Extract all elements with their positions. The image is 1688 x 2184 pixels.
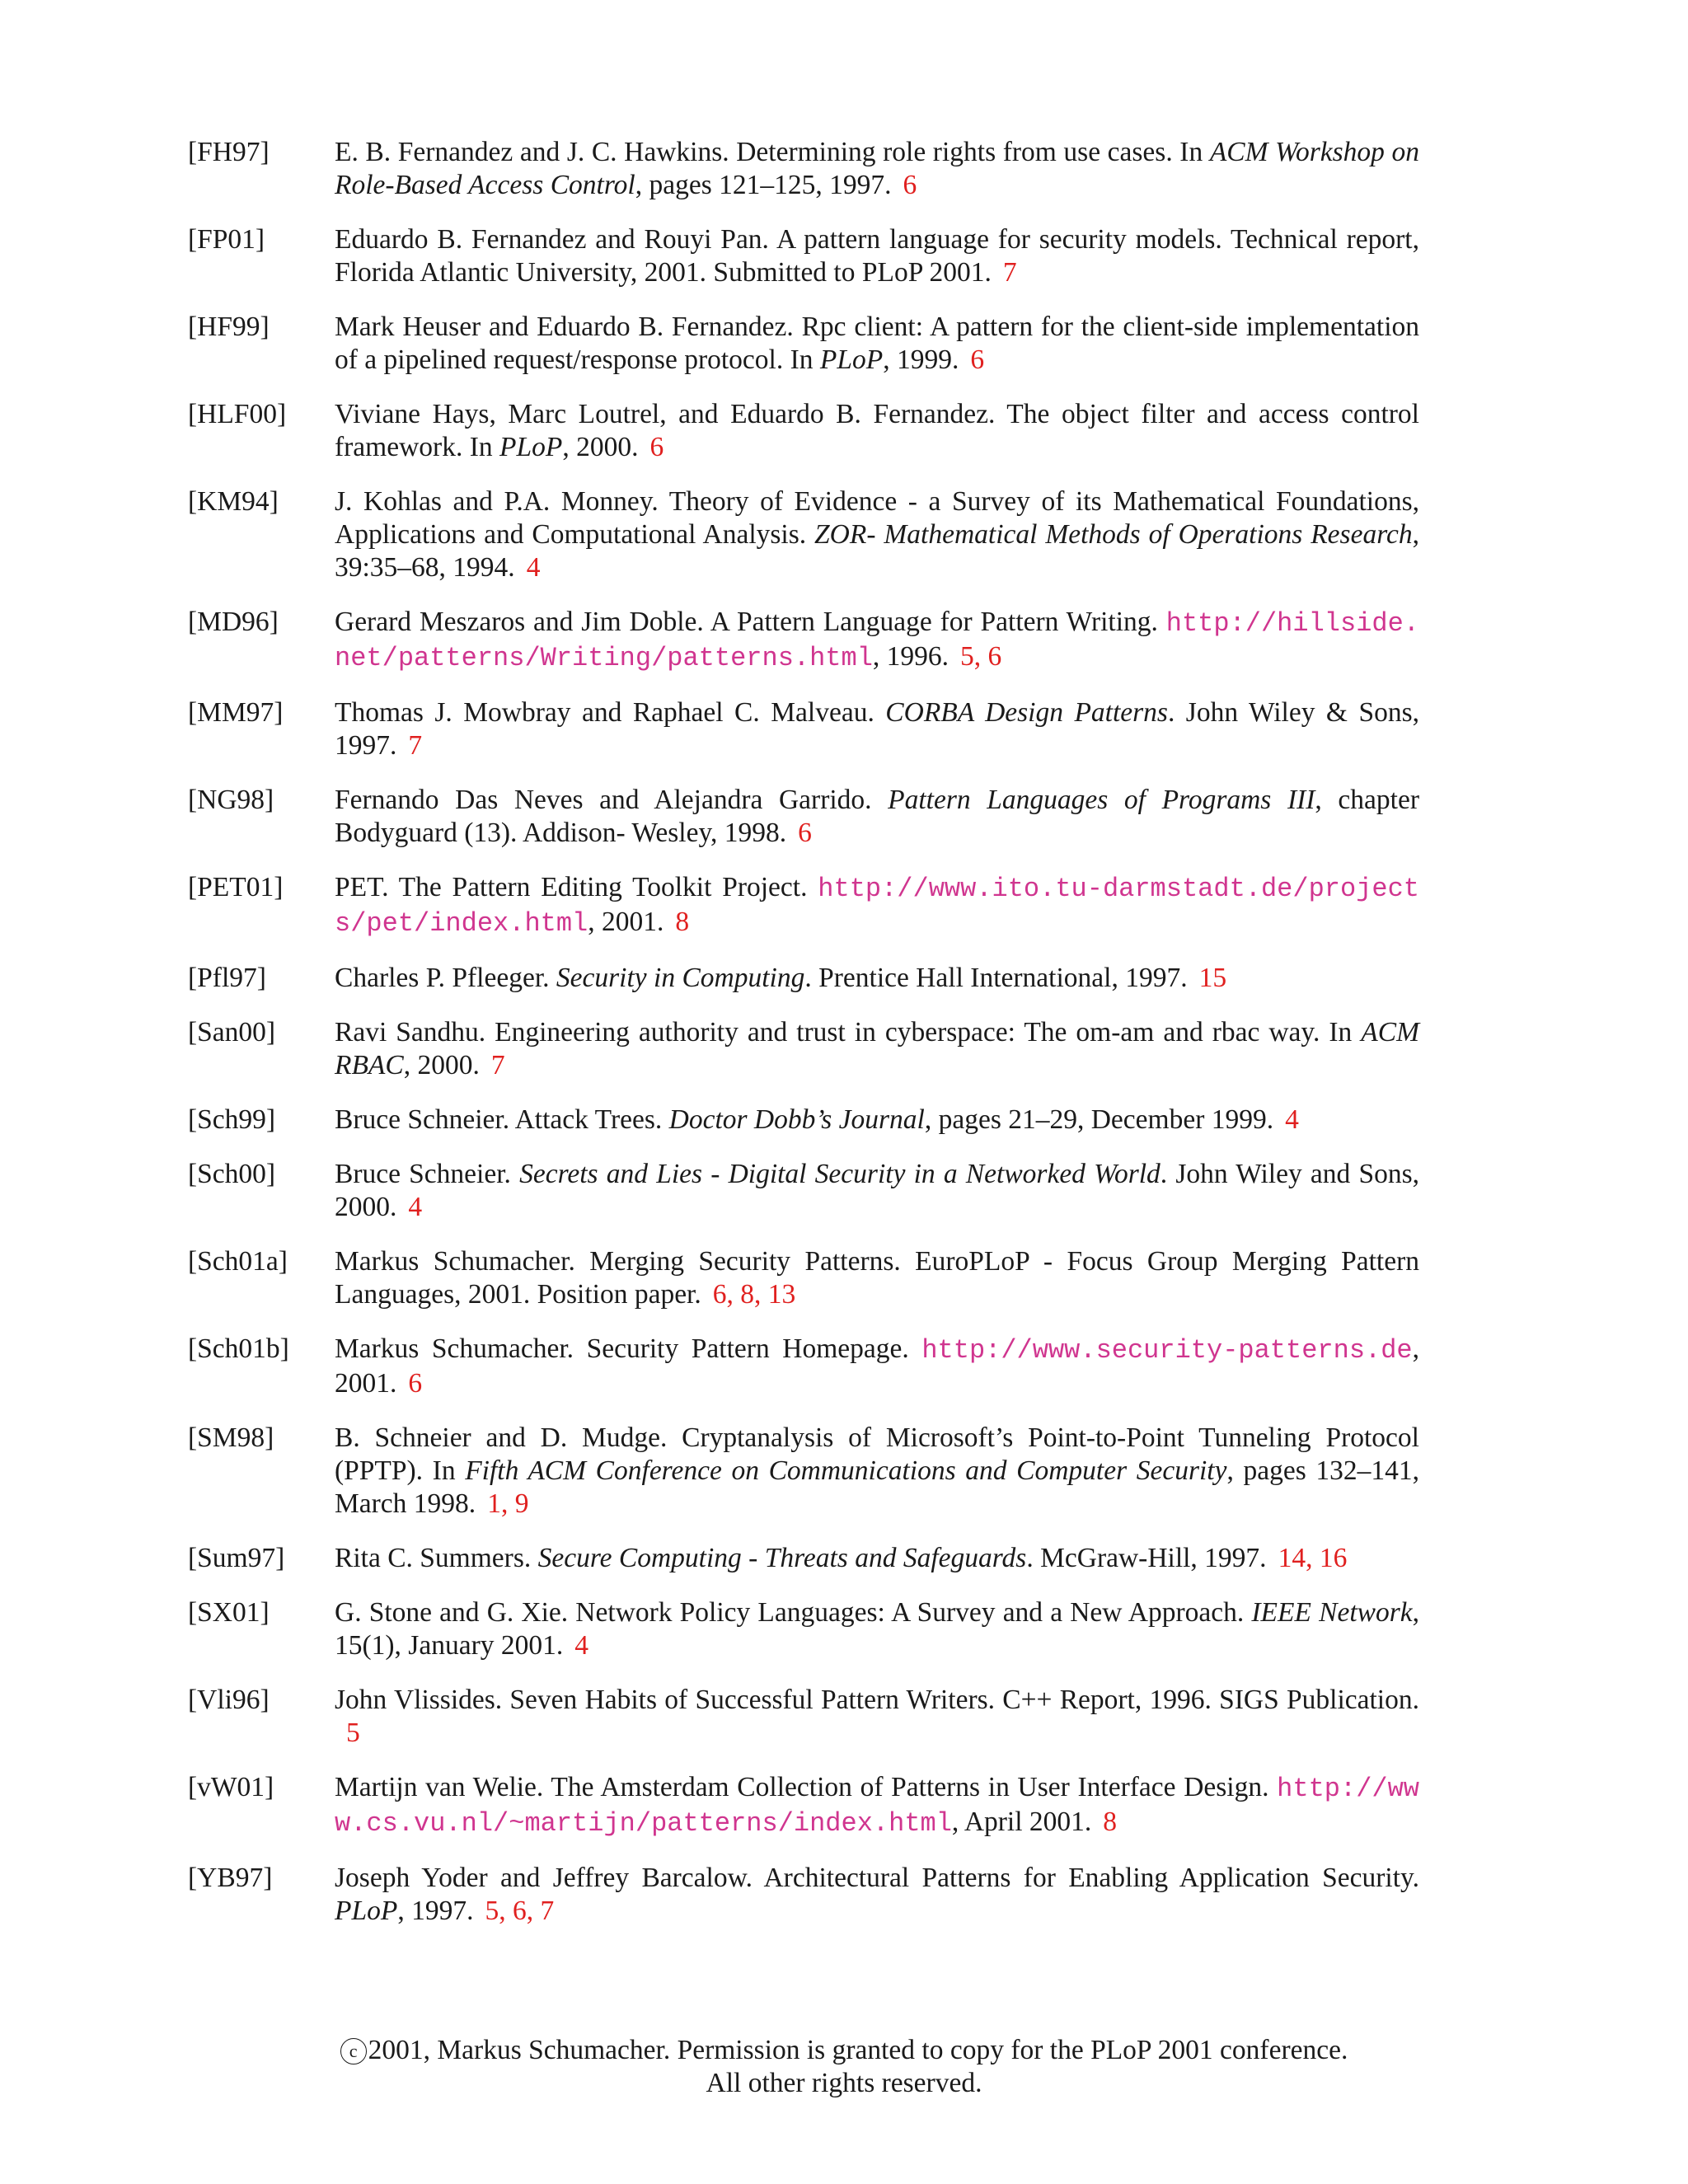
- reference-venue: Pattern Languages of Programs III: [888, 785, 1315, 815]
- reference-text: [335, 1158, 1419, 1224]
- reference-key: [Sch99]: [188, 1104, 276, 1135]
- reference-venue: ACM RBAC: [335, 1017, 1419, 1080]
- reference-text: [335, 871, 1419, 940]
- reference-key: [Vli96]: [188, 1685, 270, 1715]
- reference-entry: [188, 223, 1419, 289]
- reference-venue: PLoP: [335, 1896, 398, 1926]
- reference-entry: [188, 136, 1419, 202]
- reference-entry: [188, 398, 1419, 464]
- reference-key: [Sum97]: [188, 1543, 285, 1573]
- reference-entry: [188, 1422, 1419, 1521]
- reference-authors-title: Bruce Schneier. Attack Trees.: [335, 1104, 669, 1135]
- reference-venue: ZOR- Mathematical Methods of Operations Research: [814, 519, 1413, 550]
- reference-key: [HF99]: [188, 312, 270, 342]
- reference-authors-title: Bruce Schneier.: [335, 1159, 520, 1189]
- reference-details: , pages 132–141, March 1998.: [335, 1455, 1419, 1519]
- back-reference-pages[interactable]: 4: [574, 1630, 588, 1661]
- reference-authors-title: Charles P. Pfleeger.: [335, 963, 556, 993]
- reference-authors-title: B. Schneier and D. Mudge. Cryptanalysis of Microsoft’s Point-to-Point Tunneling Protocol (PPTP). In: [335, 1422, 1419, 1486]
- back-reference-pages[interactable]: 7: [1002, 257, 1017, 288]
- reference-text: [335, 1104, 1419, 1137]
- reference-key: [SX01]: [188, 1597, 270, 1628]
- reference-key: [vW01]: [188, 1772, 274, 1802]
- back-reference-pages[interactable]: 8: [1103, 1807, 1118, 1837]
- back-reference-pages[interactable]: 6, 8, 13: [712, 1279, 796, 1310]
- back-reference-pages[interactable]: 1, 9: [487, 1488, 529, 1519]
- footer-line-1: [0, 2034, 1688, 2067]
- reference-entry: [188, 871, 1419, 940]
- reference-venue: Secrets and Lies - Digital Security in a Networked World: [519, 1159, 1160, 1189]
- back-reference-pages[interactable]: 8: [675, 907, 690, 937]
- reference-venue: IEEE Network: [1251, 1597, 1413, 1628]
- reference-key: [FH97]: [188, 137, 270, 167]
- reference-text: [335, 1422, 1419, 1521]
- reference-key: [SM98]: [188, 1422, 274, 1453]
- reference-authors-title: Rita C. Summers.: [335, 1543, 538, 1573]
- reference-authors-title: Joseph Yoder and Jeffrey Barcalow. Architectural Patterns for Enabling Application Security.: [335, 1863, 1419, 1893]
- reference-details: , 2000.: [562, 432, 639, 462]
- reference-authors-title: Fernando Das Neves and Alejandra Garrido.: [335, 785, 889, 815]
- back-reference-pages[interactable]: 5, 6, 7: [485, 1896, 555, 1926]
- reference-authors-title: Eduardo B. Fernandez and Rouyi Pan. A pattern language for security models. Technical report, Florida Atlantic University, 2001. Submitted to PLoP 2001.: [335, 224, 1419, 288]
- reference-venue: Fifth ACM Conference on Communications and Computer Security: [465, 1455, 1227, 1486]
- reference-date: , April 2001.: [951, 1807, 1092, 1837]
- back-reference-pages[interactable]: 4: [408, 1192, 423, 1222]
- reference-text: [335, 696, 1419, 762]
- reference-key: [Pfl97]: [188, 963, 266, 993]
- reference-authors-title: Mark Heuser and Eduardo B. Fernandez. Rpc client: A pattern for the client-side implementation of a pipelined request/response protocol. In: [335, 312, 1419, 375]
- back-reference-pages[interactable]: 4: [1285, 1104, 1299, 1135]
- back-reference-pages[interactable]: 6: [970, 344, 985, 375]
- reference-key: [YB97]: [188, 1863, 273, 1893]
- reference-text: [335, 398, 1419, 464]
- reference-authors-title: Markus Schumacher. Merging Security Patterns. EuroPLoP - Focus Group Merging Pattern Languages, 2001. Position paper.: [335, 1246, 1419, 1310]
- reference-key: [MD96]: [188, 607, 279, 637]
- reference-details: . John Wiley and Sons, 2000.: [335, 1159, 1420, 1222]
- reference-entry: [188, 485, 1419, 584]
- back-reference-pages[interactable]: 4: [526, 552, 541, 583]
- reference-details: , chapter Bodyguard (13). Addison- Wesley, 1998.: [335, 785, 1419, 848]
- reference-key: [MM97]: [188, 697, 284, 728]
- back-reference-pages[interactable]: 15: [1198, 963, 1227, 993]
- reference-venue: PLoP: [499, 432, 563, 462]
- reference-details: , 39:35–68, 1994.: [335, 519, 1419, 583]
- back-reference-pages[interactable]: 6: [649, 432, 664, 462]
- reference-details: . John Wiley & Sons, 1997.: [335, 697, 1420, 761]
- reference-authors-title: G. Stone and G. Xie. Network Policy Languages: A Survey and a New Approach.: [335, 1597, 1252, 1628]
- back-reference-pages[interactable]: 6: [903, 170, 917, 200]
- reference-text: [335, 136, 1419, 202]
- reference-entry: [188, 784, 1419, 850]
- reference-details: , 2000.: [403, 1050, 480, 1080]
- copyright-footer: [0, 2034, 1688, 2100]
- reference-text: [335, 485, 1419, 584]
- reference-details: . McGraw-Hill, 1997.: [1026, 1543, 1267, 1573]
- reference-list: [188, 136, 1419, 1949]
- back-reference-pages[interactable]: 6: [408, 1368, 423, 1399]
- reference-entry: [188, 1016, 1419, 1082]
- reference-entry: [188, 1245, 1419, 1311]
- reference-authors-title: John Vlissides. Seven Habits of Successful Pattern Writers. C++ Report, 1996. SIGS Publication.: [335, 1685, 1419, 1715]
- back-reference-pages[interactable]: 6: [798, 818, 812, 848]
- reference-entry: [188, 1862, 1419, 1928]
- reference-key: [Sch01b]: [188, 1333, 289, 1364]
- reference-date: , 2001.: [335, 1333, 1419, 1399]
- reference-entry: [188, 1771, 1419, 1840]
- reference-entry: [188, 1104, 1419, 1137]
- reference-authors-title: Thomas J. Mowbray and Raphael C. Malveau.: [335, 697, 886, 728]
- reference-text: [335, 962, 1419, 995]
- back-reference-pages[interactable]: 5: [346, 1718, 360, 1748]
- reference-authors-title: PET. The Pattern Editing Toolkit Project.: [335, 872, 818, 902]
- reference-entry: [188, 311, 1419, 377]
- footer-text-1: 2001, Markus Schumacher. Permission is granted to copy for the PLoP 2001 conference.: [368, 2035, 1348, 2065]
- reference-entry: [188, 1333, 1419, 1400]
- reference-authors-title: Gerard Meszaros and Jim Doble. A Pattern Language for Pattern Writing.: [335, 607, 1166, 637]
- reference-authors-title: E. B. Fernandez and J. C. Hawkins. Determining role rights from use cases. In: [335, 137, 1210, 167]
- reference-details: , pages 21–29, December 1999.: [924, 1104, 1274, 1135]
- back-reference-pages[interactable]: 14, 16: [1278, 1543, 1348, 1573]
- reference-venue: Secure Computing - Threats and Safeguards: [537, 1543, 1027, 1573]
- reference-key: [FP01]: [188, 224, 265, 255]
- reference-key: [Sch01a]: [188, 1246, 288, 1277]
- reference-key: [KM94]: [188, 486, 279, 517]
- reference-entry: [188, 1684, 1419, 1750]
- reference-venue: Doctor Dobb’s Journal: [668, 1104, 925, 1135]
- reference-url-link[interactable]: http://hillside.net/patterns/Writing/patterns.html: [335, 608, 1419, 673]
- reference-details: , pages 121–125, 1997.: [635, 170, 892, 200]
- reference-entry: [188, 1158, 1419, 1224]
- reference-text: [335, 223, 1419, 289]
- reference-entry: [188, 696, 1419, 762]
- reference-text: [335, 784, 1419, 850]
- back-reference-pages[interactable]: 7: [490, 1050, 505, 1080]
- reference-key: [HLF00]: [188, 399, 287, 429]
- reference-authors-title: J. Kohlas and P.A. Monney. Theory of Evidence - a Survey of its Mathematical Foundations, Applications and Computational Analysis.: [335, 486, 1419, 550]
- reference-key: [San00]: [188, 1017, 276, 1047]
- footer-line-2: All other rights reserved.: [706, 2068, 982, 2098]
- reference-date: , 1996.: [872, 641, 950, 672]
- reference-text: [335, 1333, 1419, 1400]
- reference-authors-title: Markus Schumacher. Security Pattern Homepage.: [335, 1333, 922, 1364]
- reference-text: [335, 1771, 1419, 1840]
- reference-details: , 1997.: [397, 1896, 474, 1926]
- reference-text: [335, 1862, 1419, 1928]
- reference-details: , 15(1), January 2001.: [335, 1597, 1419, 1661]
- reference-venue: Security in Computing: [556, 963, 805, 993]
- reference-url-link[interactable]: http://www.cs.vu.nl/~martijn/patterns/index.html: [335, 1774, 1419, 1839]
- back-reference-pages[interactable]: 5, 6: [960, 641, 1002, 672]
- reference-key: [NG98]: [188, 785, 274, 815]
- reference-entry: [188, 1542, 1419, 1575]
- reference-authors-title: Viviane Hays, Marc Loutrel, and Eduardo B. Fernandez. The object filter and access control framework. In: [335, 399, 1419, 462]
- reference-url-link[interactable]: http://www.ito.tu-darmstadt.de/projects/pet/index.html: [335, 874, 1419, 939]
- reference-entry: [188, 606, 1419, 675]
- reference-text: [335, 606, 1419, 675]
- back-reference-pages[interactable]: 7: [408, 730, 423, 761]
- reference-text: [335, 1542, 1419, 1575]
- reference-authors-title: Ravi Sandhu. Engineering authority and trust in cyberspace: The om-am and rbac way. In: [335, 1017, 1362, 1047]
- reference-text: [335, 1684, 1419, 1750]
- reference-authors-title: Martijn van Welie. The Amsterdam Collection of Patterns in User Interface Design.: [335, 1772, 1278, 1802]
- reference-key: [Sch00]: [188, 1159, 276, 1189]
- reference-text: [335, 311, 1419, 377]
- reference-venue: ACM Workshop on Role-Based Access Control: [335, 137, 1419, 200]
- reference-details: , 1999.: [883, 344, 959, 375]
- reference-text: [335, 1016, 1419, 1082]
- reference-details: . Prentice Hall International, 1997.: [804, 963, 1188, 993]
- reference-date: , 2001.: [588, 907, 664, 937]
- reference-venue: CORBA Design Patterns: [885, 697, 1168, 728]
- reference-entry: [188, 962, 1419, 995]
- reference-url-link[interactable]: http://www.security-patterns.de: [921, 1335, 1413, 1366]
- reference-entry: [188, 1596, 1419, 1662]
- reference-venue: PLoP: [819, 344, 884, 375]
- reference-text: [335, 1596, 1419, 1662]
- reference-key: [PET01]: [188, 872, 284, 902]
- reference-text: [335, 1245, 1419, 1311]
- copyright-icon: c: [340, 2038, 367, 2064]
